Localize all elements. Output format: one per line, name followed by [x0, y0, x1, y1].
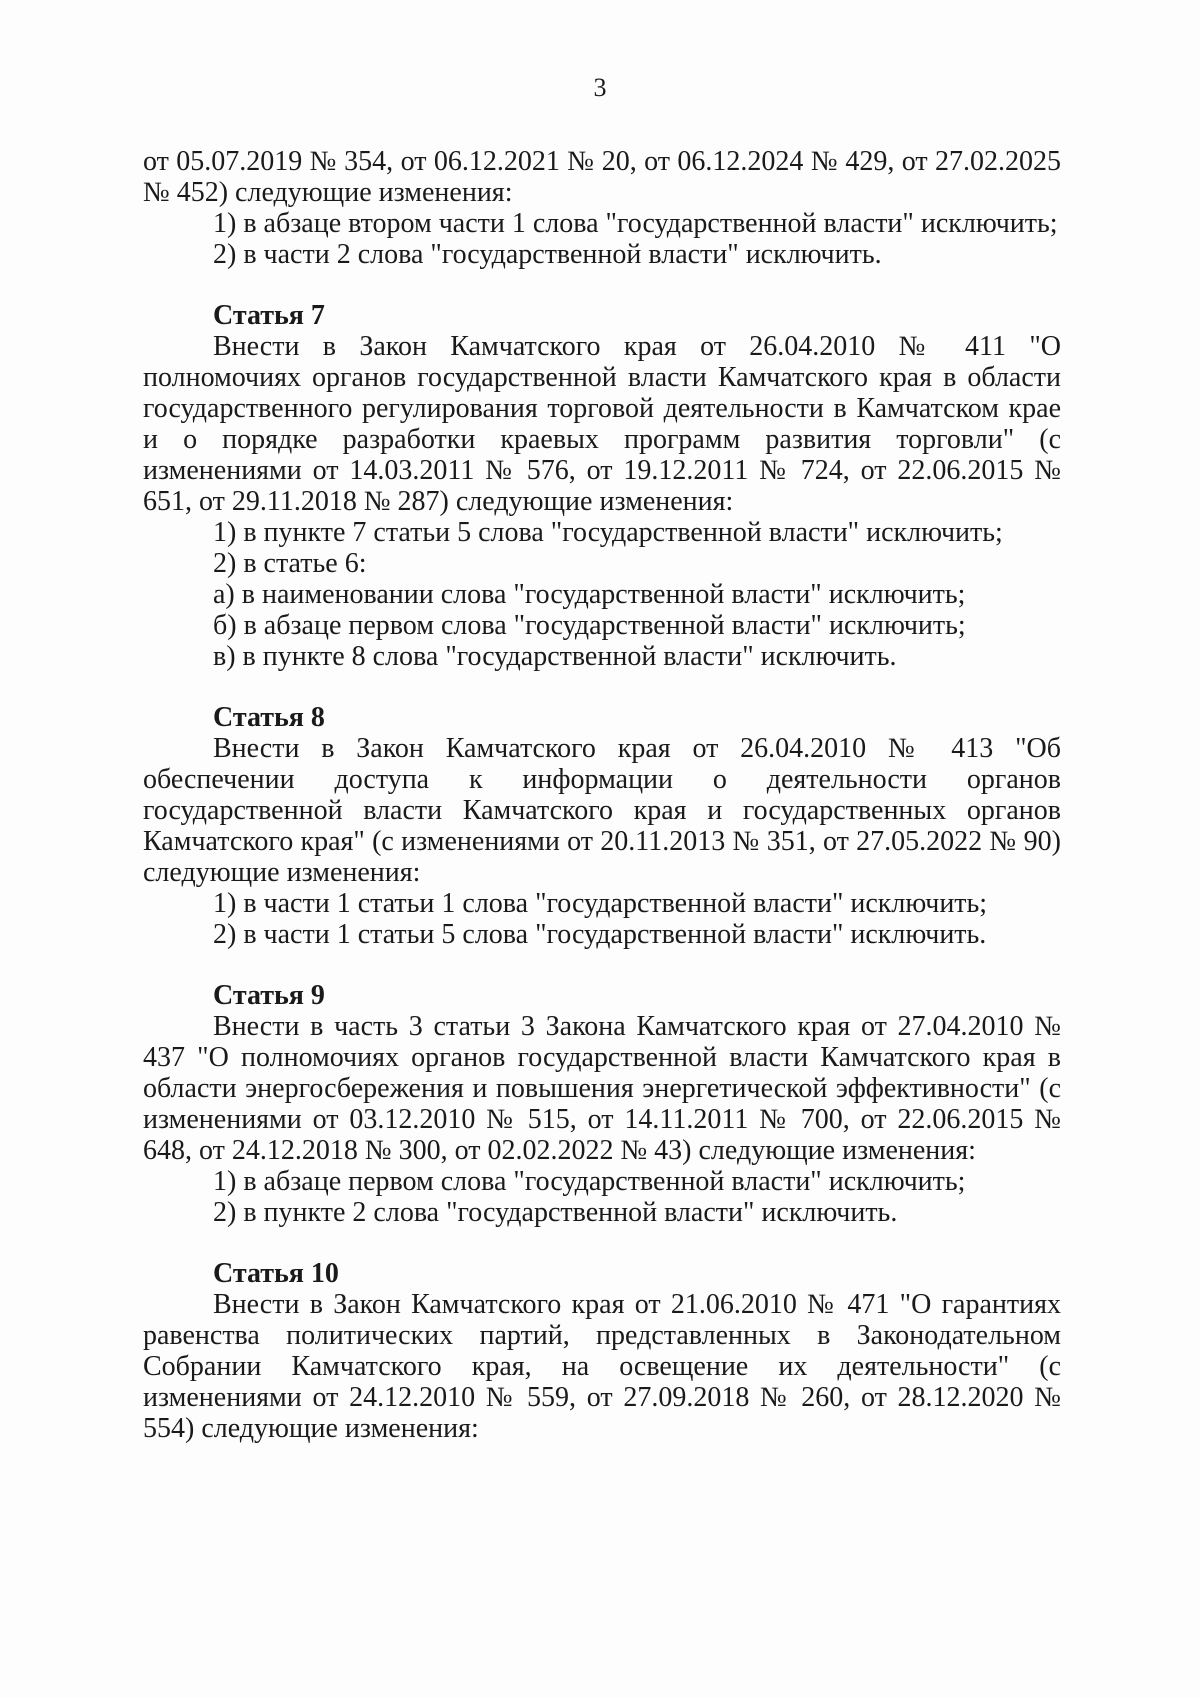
article-heading: Статья 8 — [213, 702, 325, 733]
section-gap — [143, 950, 1061, 980]
article-item: 2) в части 1 статьи 5 слова "государственной власти" исключить. — [213, 919, 987, 950]
article-8 — [143, 702, 1061, 950]
article-7 — [143, 300, 1061, 672]
article-9 — [143, 980, 1061, 1228]
intro-item-2: 2) в части 2 слова "государственной власти" исключить. — [213, 239, 882, 270]
page-number: 3 — [593, 73, 607, 102]
section-gap — [143, 1228, 1061, 1258]
article-item: б) в абзаце первом слова "государственной власти" исключить; — [213, 610, 966, 641]
article-heading: Статья 10 — [213, 1258, 339, 1289]
section-gap — [143, 672, 1061, 702]
article-heading: Статья 7 — [213, 300, 325, 331]
document-body — [143, 146, 1061, 1444]
article-text: Внести в часть 3 статьи 3 Закона Камчатского края от 27.04.2010 № 437 "О полномочиях органов государственной власти Камчатского края в области энергосбережения и повышения энергетической эффективности" (с изменениями от 03.12.2010 № 515, от 14.11.2011 № 700, от 22.06.2015 № 648, от 24.12.2018 № 300, от 02.02.2022 № 43) следующие изменения: — [143, 1011, 1061, 1166]
article-heading: Статья 9 — [213, 980, 325, 1011]
article-item: 2) в пункте 2 слова "государственной власти" исключить. — [213, 1197, 898, 1228]
intro-item-1: 1) в абзаце втором части 1 слова "государственной власти" исключить; — [213, 208, 1058, 239]
section-gap — [143, 270, 1061, 300]
article-item: 1) в пункте 7 статьи 5 слова "государственной власти" исключить; — [213, 517, 1003, 548]
article-item: 2) в статье 6: — [213, 548, 367, 579]
article-item: в) в пункте 8 слова "государственной власти" исключить. — [213, 641, 897, 672]
article-text: Внести в Закон Камчатского края от 26.04.2010 № 411 "О полномочиях органов государственной власти Камчатского края в области государственного регулирования торговой деятельности в Камчатском крае и о порядке разработки краевых программ развития торговли" (с изменениями от 14.03.2011 № 576, от 19.12.2011 № 724, от 22.06.2015 № 651, от 29.11.2018 № 287) следующие изменения: — [143, 331, 1061, 517]
article-text: Внести в Закон Камчатского края от 26.04.2010 № 413 "Об обеспечении доступа к информации о деятельности органов государственной власти Камчатского края и государственных органов Камчатского края" (с изменениями от 20.11.2013 № 351, от 27.05.2022 № 90) следующие изменения: — [143, 733, 1061, 888]
article-item: 1) в абзаце первом слова "государственной власти" исключить; — [213, 1166, 966, 1197]
article-item: 1) в части 1 статьи 1 слова "государственной власти" исключить; — [213, 888, 988, 919]
article-10 — [143, 1258, 1061, 1444]
intro-paragraph: от 05.07.2019 № 354, от 06.12.2021 № 20, от 06.12.2024 № 429, от 27.02.2025 № 452) следующие изменения: — [143, 146, 1061, 208]
article-text: Внести в Закон Камчатского края от 21.06.2010 № 471 "О гарантиях равенства политических партий, представленных в Законодательном Собрании Камчатского края, на освещение их деятельности" (с изменениями от 24.12.2010 № 559, от 27.09.2018 № 260, от 28.12.2020 № 554) следующие изменения: — [143, 1289, 1061, 1444]
article-item: а) в наименовании слова "государственной власти" исключить; — [213, 579, 966, 610]
